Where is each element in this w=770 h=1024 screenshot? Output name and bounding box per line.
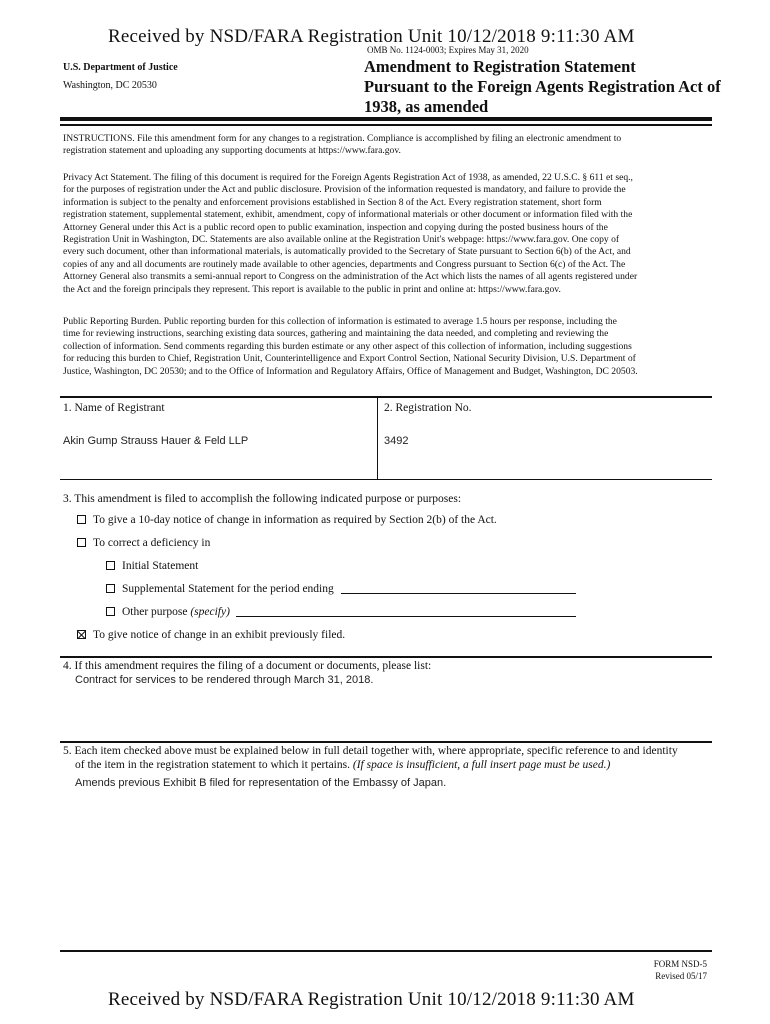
privacy-line: every such document, other than informational materials, is automatically provided to the Secretary of State pursuant to Section 6(b) of the Act, and bbox=[63, 246, 631, 258]
other-purpose-label: Other purpose bbox=[122, 606, 188, 618]
exhibit-change-label: To give notice of change in an exhibit previously filed. bbox=[93, 629, 346, 641]
privacy-line: the Act and the foreign principals they represent. This report is available to the public in print and online at: https://www.fara.gov. bbox=[63, 283, 561, 295]
header-rule-thick bbox=[60, 117, 712, 121]
form-title-line2: Pursuant to the Foreign Agents Registration Act of bbox=[364, 77, 721, 96]
privacy-line: information is subject to the penalty and enforcement provisions established in Section 8 of the Act. Every registration statement, short form bbox=[63, 196, 602, 208]
exhibit-change-checkbox[interactable] bbox=[77, 630, 86, 639]
registration-number-label: 2. Registration No. bbox=[384, 402, 472, 414]
burden-line: time for reviewing instructions, searching existing data sources, gathering and maintaining the data needed, and completing and reviewing the bbox=[63, 328, 609, 340]
q3-option-exhibit[interactable] bbox=[77, 629, 345, 641]
privacy-line: Privacy Act Statement. The filing of this document is required for the Foreign Agents Registration Act of 1938, as amended, 22 U.S.C. § 611 et seq., bbox=[63, 172, 633, 183]
q5-top-rule bbox=[60, 741, 712, 743]
privacy-line: Registration Unit in Washington, DC. Statements are also available online at the Registration Unit's webpage: https://www.fara.gov. One copy of bbox=[63, 234, 620, 246]
correct-deficiency-checkbox[interactable] bbox=[77, 538, 86, 547]
form-title-line1: Amendment to Registration Statement bbox=[364, 57, 636, 76]
notice-label: To give a 10-day notice of change in information as required by Section 2(b) of the Act. bbox=[93, 514, 497, 526]
q4-top-rule bbox=[60, 656, 712, 658]
initial-statement-label: Initial Statement bbox=[122, 560, 199, 572]
q5-value[interactable]: Amends previous Exhibit B filed for representation of the Embassy of Japan. bbox=[75, 777, 447, 789]
q3-label: 3. This amendment is filed to accomplish the following indicated purpose or purposes: bbox=[63, 493, 462, 505]
q3-option-correct[interactable] bbox=[77, 537, 210, 549]
department-city: Washington, DC 20530 bbox=[63, 80, 157, 91]
burden-line: Justice, Washington, DC 20530; and to the Office of Information and Regulatory Affairs, Office of Management and Budget, Washington, DC 20503. bbox=[63, 365, 638, 377]
received-stamp-bottom: Received by NSD/FARA Registration Unit 10/12/2018 9:11:30 AM bbox=[108, 989, 635, 1010]
privacy-line: Attorney General also transmits a semi-annual report to Congress on the administration of the Act which lists the names of all agents registered under bbox=[63, 271, 638, 283]
q3-option-other[interactable] bbox=[106, 606, 576, 618]
fields-bottom-rule bbox=[60, 479, 712, 480]
q4-value[interactable]: Contract for services to be rendered through March 31, 2018. bbox=[75, 674, 374, 686]
instructions-line-1: INSTRUCTIONS. File this amendment form for any changes to a registration. Compliance is accomplished by filing an electronic amendment to bbox=[63, 133, 622, 144]
public-reporting-burden bbox=[63, 316, 713, 378]
q5-label-line2 bbox=[75, 759, 610, 771]
footer-rule bbox=[60, 950, 712, 952]
correct-deficiency-label: To correct a deficiency in bbox=[93, 537, 211, 549]
instructions-line-2: registration statement and uploading any supporting documents at https://www.fara.gov. bbox=[63, 145, 401, 157]
privacy-line: for the purposes of registration under the Act and public disclosure. Provision of the information requested is mandatory, and failure to provide the bbox=[63, 184, 626, 196]
initial-statement-checkbox[interactable] bbox=[106, 561, 115, 570]
q3-option-initial[interactable] bbox=[106, 560, 198, 572]
supplemental-statement-label: Supplemental Statement for the period ending bbox=[122, 583, 334, 595]
form-revision: Revised 05/17 bbox=[655, 971, 707, 981]
q3-option-notice[interactable] bbox=[77, 514, 497, 526]
instructions bbox=[63, 133, 713, 158]
registrant-name-value[interactable]: Akin Gump Strauss Hauer & Feld LLP bbox=[63, 435, 249, 447]
fields-top-rule bbox=[60, 396, 712, 398]
q3-option-supplemental[interactable] bbox=[106, 583, 576, 595]
burden-line: collection of information. Send comments regarding this burden estimate or any other aspect of this collection of information, including suggestions bbox=[63, 340, 632, 352]
department-name: U.S. Department of Justice bbox=[63, 62, 178, 73]
omb-number: OMB No. 1124-0003; Expires May 31, 2020 bbox=[367, 45, 529, 55]
other-purpose-field[interactable] bbox=[236, 606, 576, 617]
privacy-line: registration statement, supplemental statement, exhibit, amendment, copy of informational materials or other document or information filed with the bbox=[63, 209, 633, 221]
privacy-line: copies of any and all documents are routinely made available to other agencies, departments and Congress pursuant to Section 6(c) of the Act. The bbox=[63, 258, 626, 270]
notice-checkbox[interactable] bbox=[77, 515, 86, 524]
other-purpose-checkbox[interactable] bbox=[106, 607, 115, 616]
form-number: FORM NSD-5 bbox=[653, 959, 707, 969]
form-title-line3: 1938, as amended bbox=[364, 97, 489, 116]
q5-label-note: (If space is insufficient, a full insert page must be used.) bbox=[352, 759, 611, 771]
q4-label: 4. If this amendment requires the filing of a document or documents, please list: bbox=[63, 660, 432, 672]
header-rule-thin bbox=[60, 124, 712, 126]
burden-line: Public Reporting Burden. Public reporting burden for this collection of information is estimated to average 1.5 hours per response, including the bbox=[63, 316, 617, 327]
other-purpose-specify: (specify) bbox=[190, 606, 230, 618]
q5-label-line1: 5. Each item checked above must be explained below in full detail together with, where appropriate, specific reference to and identity bbox=[63, 745, 678, 757]
received-stamp-top: Received by NSD/FARA Registration Unit 10/12/2018 9:11:30 AM bbox=[108, 26, 635, 47]
fields-divider bbox=[377, 397, 378, 479]
supplemental-statement-checkbox[interactable] bbox=[106, 584, 115, 593]
privacy-act-statement bbox=[63, 172, 713, 296]
period-ending-field[interactable] bbox=[341, 583, 576, 594]
registrant-name-label: 1. Name of Registrant bbox=[63, 402, 165, 414]
registration-number-value[interactable]: 3492 bbox=[384, 435, 409, 447]
privacy-line: Attorney General under this Act is a public record open to public examination, inspection and copying during the posted business hours of the bbox=[63, 221, 608, 233]
q5-label-text: of the item in the registration statement to which it pertains. bbox=[75, 759, 350, 771]
burden-line: for reducing this burden to Chief, Registration Unit, Counterintelligence and Export Control Section, National Security Division, U.S. Department of bbox=[63, 353, 636, 365]
